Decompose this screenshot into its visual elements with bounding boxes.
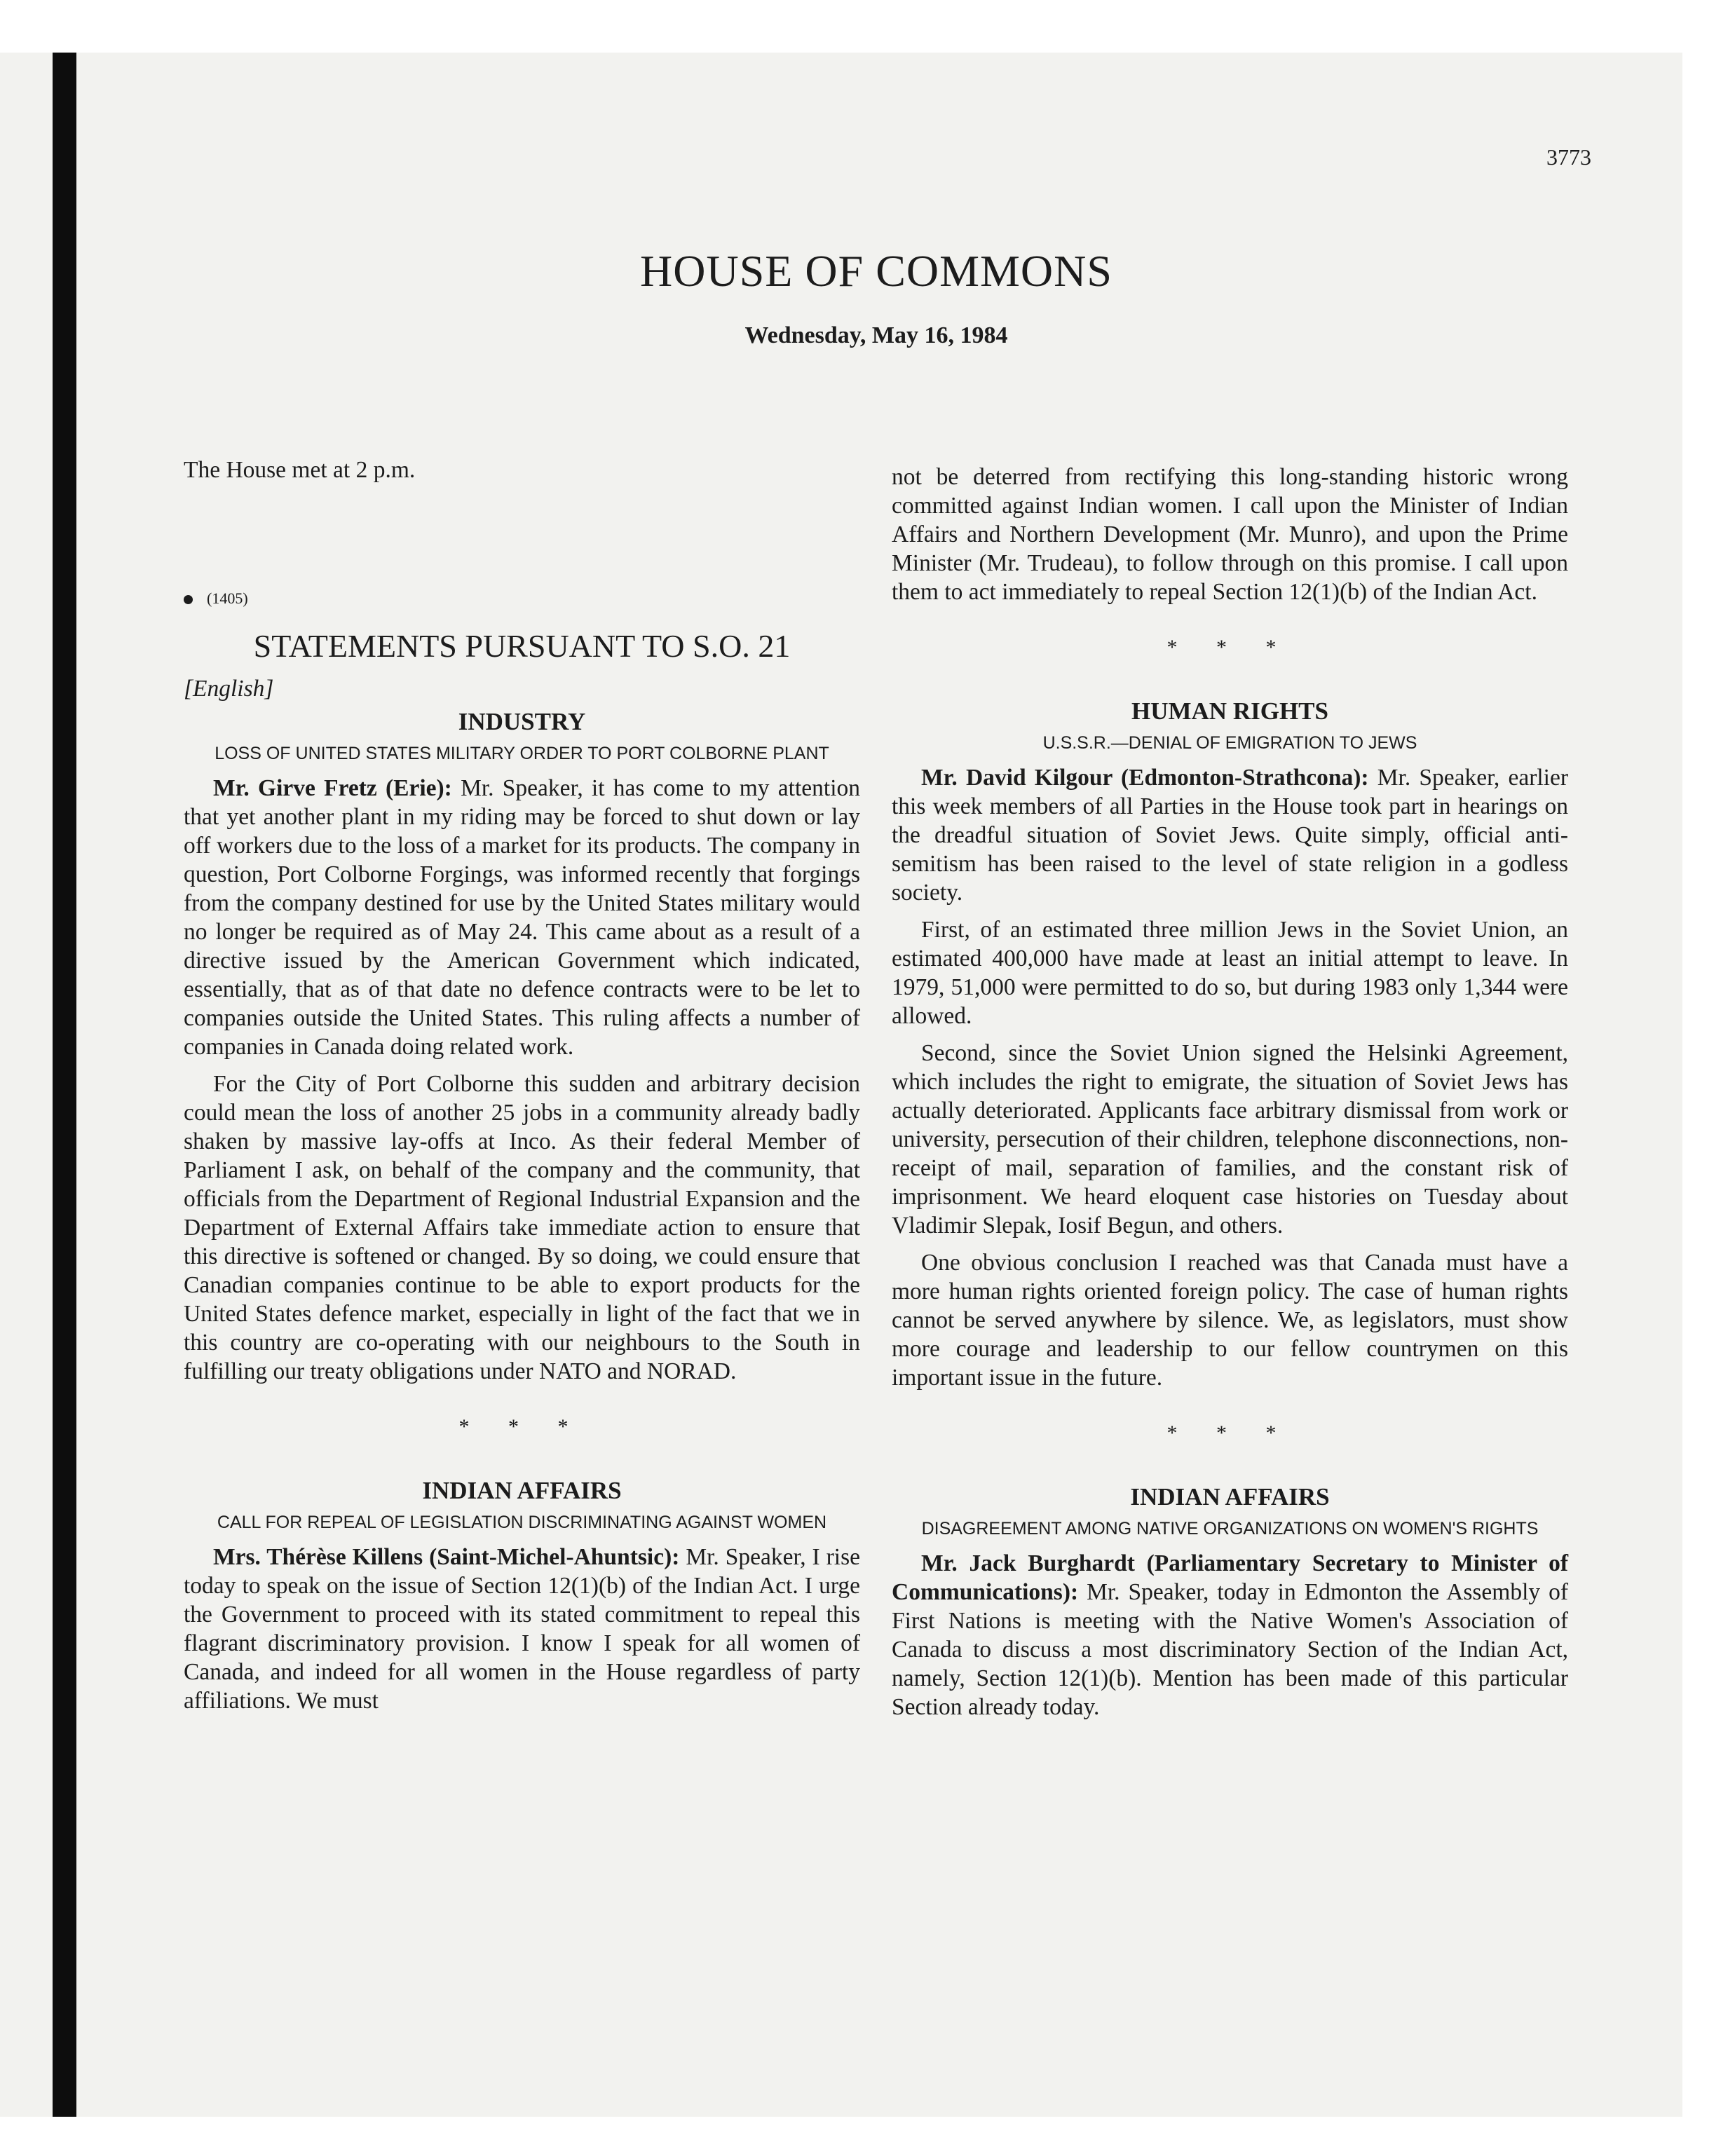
paragraph-text: Mr. Speaker, earlier this week members of all Parties in the House took part in hearings on the dreadful situation of Soviet Jews. Quite simply, official anti-semitism has been raised to the level of state religion in a godless society. xyxy=(892,765,1568,906)
speaker-name: Mr. Girve Fretz (Erie): xyxy=(213,775,452,801)
paragraph-text: Mr. Speaker, today in Edmonton the Assembly of First Nations is meeting with the Native Women's Association of Canada to discuss a most discriminatory Section of the Indian Act, namely, Section 12(1)(b). Mention has been made of this particular Section already today. xyxy=(892,1579,1569,1720)
indian-affairs-subheading: CALL FOR REPEAL OF LEGISLATION DISCRIMINATING AGAINST WOMEN xyxy=(217,1513,827,1532)
scan-margin-bottom xyxy=(0,2117,1735,2156)
timestamp-text: (1405) xyxy=(207,589,248,607)
speaker-name: Mr. David Kilgour (Edmonton-Strathcona): xyxy=(921,765,1369,791)
killens-statement-continuation: not be deterred from rectifying this long-standing historic wrong committed against Indian women. I call upon the Minister of Indian Affairs and Northern Development (Mr. Munro), and upon the Prime Minister (Mr. Trudeau), to follow through on this promise. I call upon them to act immediately to repeal Section 12(1)(b) of the Indian Act. xyxy=(892,464,1568,605)
page-title: HOUSE OF COMMONS xyxy=(640,246,1113,296)
kilgour-statement-p4: One obvious conclusion I reached was that Canada must have a more human rights oriented foreign policy. The case of human rights cannot be served anywhere by silence. We, as legislators, must show more courage and leadership to our fellow countrymen on this important issue in the future. xyxy=(892,1250,1568,1391)
sitting-date: Wednesday, May 16, 1984 xyxy=(744,322,1008,348)
binding-edge xyxy=(53,53,76,2117)
burghardt-statement-p1 xyxy=(892,1549,1568,1721)
right-column xyxy=(892,463,1568,1730)
section-title: STATEMENTS PURSUANT TO S.O. 21 xyxy=(253,628,791,664)
indian-affairs-heading: INDIAN AFFAIRS xyxy=(422,1477,622,1504)
bullet-icon xyxy=(184,595,193,604)
human-rights-heading: HUMAN RIGHTS xyxy=(1131,697,1328,725)
fretz-statement-p2: For the City of Port Colborne this sudden and arbitrary decision could mean the loss of another 25 jobs in a community already badly shaken by massive lay-offs at Inco. As their federal Member of Parliament I ask, on behalf of the company and the community, that officials from the Department of Regional Industrial Expansion and the Department of External Affairs take immediate action to ensure that this directive is softened or changed. By so doing, we could ensure that Canadian companies continue to be able to export products for the United States defence market, especially in light of the fact that we in this country are co-operating with our neighbours to the South in fulfilling our treaty obligations under NATO and NORAD. xyxy=(184,1071,860,1384)
speaker-name: Mr. Jack Burghardt (Parliamentary Secretary to Minister of Communications): xyxy=(892,1550,1568,1605)
speaker-name: Mrs. Thérèse Killens (Saint-Michel-Ahuntsic): xyxy=(213,1544,680,1570)
section-separator: * * * xyxy=(1166,1421,1293,1445)
scan-margin-top xyxy=(0,0,1735,53)
kilgour-statement-p2: First, of an estimated three million Jews in the Soviet Union, an estimated 400,000 have made at least an initial attempt to leave. In 1979, 51,000 were permitted to do so, but during 1983 only 1,344 were allowed. xyxy=(892,917,1568,1029)
left-column xyxy=(184,456,860,1724)
section-separator: * * * xyxy=(1166,636,1293,659)
kilgour-statement-p3: Second, since the Soviet Union signed the Helsinki Agreement, which includes the right to emigrate, the situation of Soviet Jews has actually deteriorated. Applicants face arbitrary dismissal from work or university, persecution of their children, telephone disconnections, non-receipt of mail, separation of families, and the constant risk of imprisonment. We heard eloquent case histories on Tuesday about Vladimir Slepak, Iosif Begun, and others. xyxy=(892,1040,1568,1239)
indian-affairs-subheading-2: DISAGREEMENT AMONG NATIVE ORGANIZATIONS ON WOMEN'S RIGHTS xyxy=(921,1519,1539,1538)
killens-statement-p1 xyxy=(184,1543,860,1715)
industry-subheading: LOSS OF UNITED STATES MILITARY ORDER TO PORT COLBORNE PLANT xyxy=(215,744,829,763)
page-number: 3773 xyxy=(1546,144,1591,170)
paragraph-text: Mr. Speaker, I rise today to speak on the issue of Section 12(1)(b) of the Indian Act. I urge the Government to proceed with its stated commitment to repeal this flagrant discriminatory provision. I know I speak for all women of Canada, and indeed for all women in the House regardless of party affiliations. We must xyxy=(184,1544,860,1714)
timestamp xyxy=(184,589,860,608)
language-marker: [English] xyxy=(184,676,274,702)
human-rights-subheading: U.S.S.R.—DENIAL OF EMIGRATION TO JEWS xyxy=(1042,733,1417,753)
section-separator: * * * xyxy=(458,1415,585,1438)
industry-heading: INDUSTRY xyxy=(458,708,586,735)
kilgour-statement-p1 xyxy=(892,763,1568,907)
house-met-line: The House met at 2 p.m. xyxy=(184,457,416,483)
indian-affairs-heading-2: INDIAN AFFAIRS xyxy=(1130,1483,1330,1510)
paragraph-text: Mr. Speaker, it has come to my attention that yet another plant in my riding may be forced to shut down or lay off workers due to the loss of a market for its products. The company in question, Port Colborne Forgings, was informed recently that forgings from the company destined for use by the United States military would no longer be required as of May 24. This came about as a result of a directive issued by the American Government which indicated, essentially, that as of that date no defence contracts were to be let to companies outside the United States. This ruling affects a number of companies in Canada doing related work. xyxy=(184,775,860,1060)
scan-margin-right xyxy=(1682,0,1735,2156)
fretz-statement-p1 xyxy=(184,774,860,1061)
